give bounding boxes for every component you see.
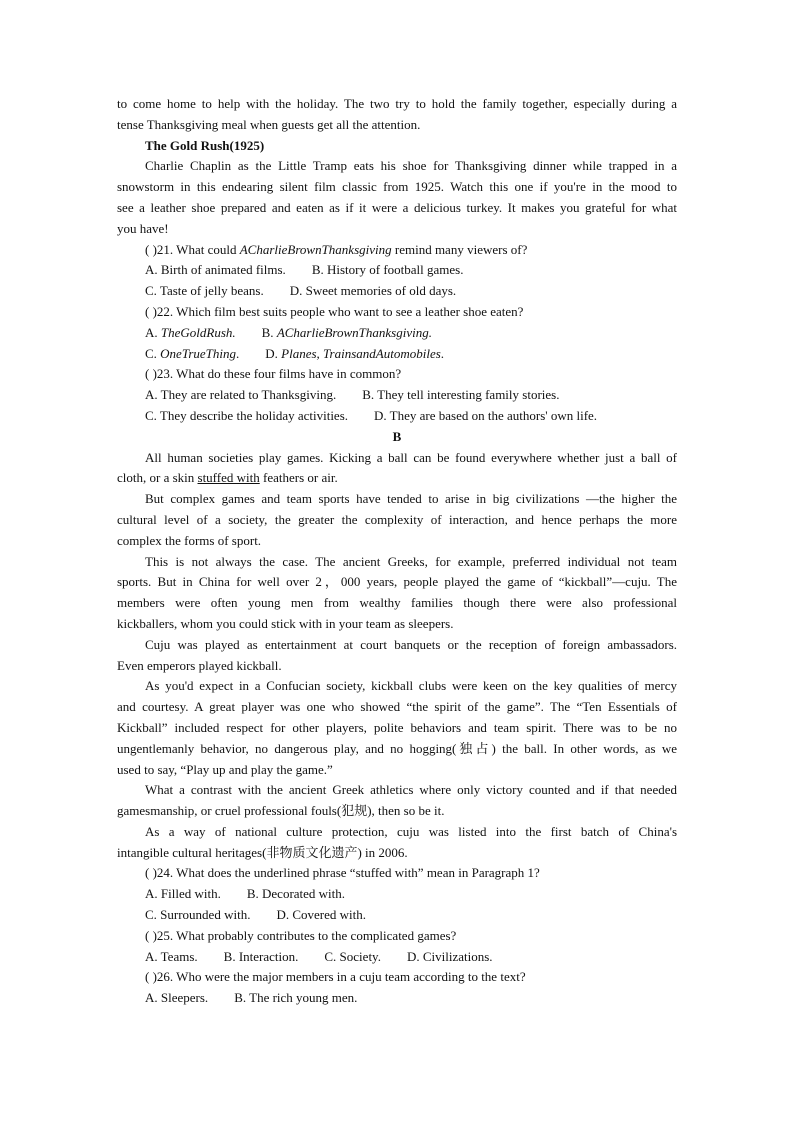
passage-b-p3-line-2: sports. But in China for well over 2，000 years, people played the game of “kickball”—cuju. The xyxy=(117,574,677,590)
question-25-options xyxy=(117,947,677,968)
q23-option-c: C. They describe the holiday activities. xyxy=(145,407,349,423)
question-21-options-cd xyxy=(117,281,677,302)
intro-line-1: to come home to help with the holiday. The two try to hold the family together, especially during a xyxy=(117,96,677,111)
q22-option-b-label: B. xyxy=(261,324,277,340)
passage-b-p5-line-1: As you'd expect in a Confucian society, kickball clubs were keen on the key qualities of mercy xyxy=(145,678,677,694)
q22-option-c-tail: . xyxy=(236,345,240,361)
passage-b-p3-line-3: members were often young men from wealthy families though there were also professional xyxy=(117,595,677,611)
gold-rush-line-2: snowstorm in this endearing silent film classic from 1925. Watch this one if you're in the mood to xyxy=(117,179,677,195)
document-page xyxy=(117,94,677,1009)
question-24-stem: ( )24. What does the underlined phrase “stuffed with” mean in Paragraph 1? xyxy=(145,865,540,881)
q25-option-b: B. Interaction. xyxy=(223,948,299,964)
q22-option-a-label: A. xyxy=(145,324,161,340)
question-26-stem: ( )26. Who were the major members in a cuju team according to the text? xyxy=(145,969,526,985)
q22-option-a: TheGoldRush. xyxy=(160,324,236,340)
question-22-options-cd xyxy=(117,344,677,365)
passage-b-p1-line-1: All human societies play games. Kicking a ball can be found everywhere whether just a ball of xyxy=(145,449,677,465)
q22-option-d-tail: . xyxy=(440,345,445,361)
q23-option-a: A. They are related to Thanksgiving. xyxy=(145,387,337,403)
passage-b-p5-line-2: and courtesy. A great player was one who showed “the spirit of the game”. The “Ten Essentials of xyxy=(117,699,677,715)
passage-b-p3-line-1: This is not always the case. The ancient Greeks, for example, preferred individual not team xyxy=(145,553,677,569)
q21-option-a: A. Birth of animated films. xyxy=(145,262,286,278)
question-22-stem: ( )22. Which film best suits people who want to see a leather shoe eaten? xyxy=(145,303,524,319)
passage-b-p2-line-2: cultural level of a society, the greater the complexity of interaction, and hence perhaps the more xyxy=(117,511,677,527)
q21-stem-post: remind many viewers of? xyxy=(391,241,528,257)
q21-option-c: C. Taste of jelly beans. xyxy=(145,283,264,299)
passage-b-p4-line-2: Even emperors played kickball. xyxy=(117,657,282,673)
p1-line-2-post: feathers or air. xyxy=(259,470,338,486)
q24-option-d: D. Covered with. xyxy=(276,907,366,923)
question-21-stem xyxy=(117,240,677,261)
gold-rush-line-3: see a leather shoe prepared and eaten as if it were a delicious turkey. It makes you grateful for what xyxy=(117,199,677,215)
q23-option-b: B. They tell interesting family stories. xyxy=(362,387,560,403)
passage-b-p7-line-1: As a way of national culture protection, cuju was listed into the first batch of China's xyxy=(145,823,677,839)
q21-option-d: D. Sweet memories of old days. xyxy=(289,283,457,299)
question-25-stem: ( )25. What probably contributes to the complicated games? xyxy=(145,927,457,943)
intro-line-2: tense Thanksgiving meal when guests get all the attention. xyxy=(117,116,421,132)
question-26-options xyxy=(117,988,677,1009)
passage-b-p5-line-3: Kickball” included respect for other players, polite behaviors and team spirit. There was to be no xyxy=(117,719,677,735)
passage-b-p4-line-1: Cuju was played as entertainment at court banquets or the reception of foreign ambassadors. xyxy=(145,636,677,652)
q26-option-b: B. The rich young men. xyxy=(234,990,358,1006)
q22-option-b: ACharlieBrownThanksgiving. xyxy=(276,324,432,340)
q24-option-c: C. Surrounded with. xyxy=(145,907,251,923)
q22-option-c: OneTrueThing xyxy=(160,345,237,361)
q25-option-a: A. Teams. xyxy=(145,948,198,964)
q25-option-d: D. Civilizations. xyxy=(406,948,493,964)
gold-rush-title: The Gold Rush(1925) xyxy=(145,137,265,153)
passage-b-p6-line-2: gamesmanship, or cruel professional fouls(犯规), then so be it. xyxy=(117,803,445,819)
underlined-phrase: stuffed with xyxy=(197,470,260,486)
passage-b-p2-line-3: complex the forms of sport. xyxy=(117,532,262,548)
q24-option-b: B. Decorated with. xyxy=(246,886,346,902)
passage-b-p6-line-1: What a contrast with the ancient Greek athletics where only victory counted and if that needed xyxy=(145,782,677,798)
q22-option-c-label: C. xyxy=(145,345,161,361)
passage-b-p5-line-5: used to say, “Play up and play the game.” xyxy=(117,761,333,777)
passage-b-p2-line-1: But complex games and team sports have tended to arise in big civilizations —the higher the xyxy=(145,491,677,507)
q23-option-d: D. They are based on the authors' own life. xyxy=(374,407,598,423)
q25-option-c: C. Society. xyxy=(324,948,381,964)
passage-b-p1-line-2 xyxy=(117,468,677,489)
question-22-options-ab xyxy=(117,323,677,344)
q26-option-a: A. Sleepers. xyxy=(145,990,209,1006)
gold-rush-line-1: Charlie Chaplin as the Little Tramp eats his shoe for Thanksgiving dinner while trapped in a xyxy=(145,158,677,174)
passage-b-p5-line-4: ungentlemanly behavior, no dangerous play, and no hogging(独占) the ball. In other words, as we xyxy=(117,740,677,756)
question-23-stem: ( )23. What do these four films have in common? xyxy=(145,366,402,382)
q24-option-a: A. Filled with. xyxy=(145,886,221,902)
passage-b-p3-line-4: kickballers, whom you could stick with in your team as sleepers. xyxy=(117,615,454,631)
q21-stem-title: ACharlieBrownThanksgiving xyxy=(239,241,392,257)
q21-option-b: B. History of football games. xyxy=(311,262,464,278)
question-23-options-cd xyxy=(117,406,677,427)
gold-rush-line-4: you have! xyxy=(117,220,169,236)
p1-line-2-pre: cloth, or a skin xyxy=(117,470,198,486)
question-24-options-cd xyxy=(117,905,677,926)
q22-option-d-label: D. xyxy=(265,345,282,361)
q21-stem-pre: ( )21. What could xyxy=(145,241,240,257)
question-23-options-ab xyxy=(117,385,677,406)
q22-option-d: Planes, TrainsandAutomobiles xyxy=(281,345,441,361)
question-21-options-ab xyxy=(117,260,677,281)
question-24-options-ab xyxy=(117,884,677,905)
section-b-heading: B xyxy=(392,428,402,444)
passage-b-p7-line-2: intangible cultural heritages(非物质文化遗产) in 2006. xyxy=(117,844,408,860)
